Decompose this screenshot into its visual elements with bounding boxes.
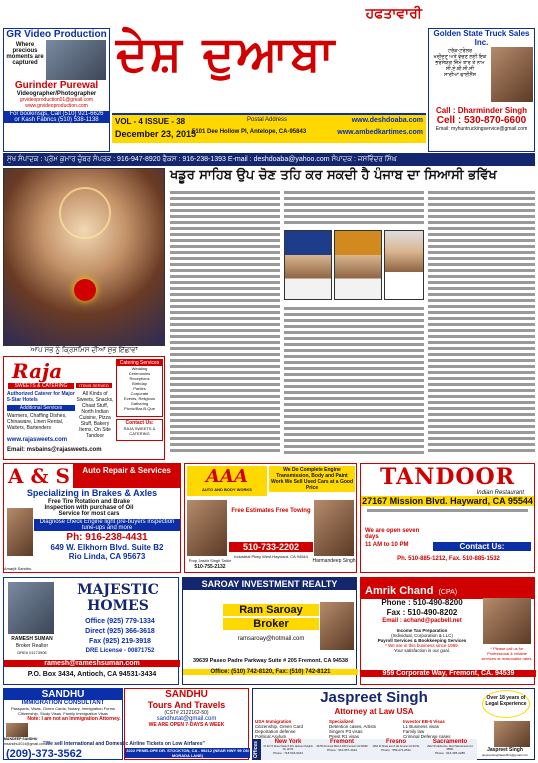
sandhu-tours-ad [124,688,249,760]
majestic-license: DRE License - 00871752 [85,648,155,654]
office-addr: 46750 Fremont Blvd # 206 Fremont CA 94538 [316,745,368,748]
jaspreet-col1: Political Asylum [255,734,287,739]
jaspreet-col2-title: Specialized [329,719,354,724]
aaa-addr: Industrial Pkwy West Hayward, CA 94544 [234,554,308,559]
saroay-address: 39639 Paseo Padre Parkway Suite # 205 Fremont, CA 94538 [192,658,349,664]
saroay-title: SAROAY INVESTMENT REALTY [183,578,356,590]
article-col-1 [170,188,280,460]
raja-catering-item: Wedding [131,366,148,371]
amrik-title: Amrik Chand [365,585,434,597]
sandhu2-cst: (CST# 2122162-50) [164,710,209,716]
jaspreet-sub: Attorney at Law USA [334,707,414,716]
gr-name: Gurinder Purewal [14,80,99,91]
majestic-office: Office (925) 779-1334 [85,618,155,625]
majestic-homes-ad [3,577,179,685]
masthead-weekly: ਹਫਤਾਵਾਰੀ [365,6,422,22]
sandhu1-phone[interactable]: (209)-373-3562 [6,748,82,760]
main-headline: ਖਡੂਰ ਸਾਹਿਬ ਉਪ ਚੋਣ ਤਹਿ ਕਰ ਸਕਦੀ ਹੈ ਪੰਜਾਬ ਦਾ ਸਿਆਸੀ ਭਵਿੱਖ [170,168,497,183]
raja-contact: RAJA SWEETS & CATERING [123,426,156,436]
gr-email: grvideoproduction01@gmail.com [19,97,94,103]
sandhu2-sub: Tours And Travels [147,700,226,710]
article-col-2-top [284,188,424,228]
tandoor-ad [360,463,535,573]
as-offer: Free Tire Rotation and Brake Inspection with purchase of Oil Service for most cars [44,499,134,517]
raja-logo: Raja [12,359,63,383]
amrik-header [361,578,534,599]
gr-tagline: Where precious moments are captured [6,42,44,66]
as-city: Rio Linda, CA 95673 [68,552,146,561]
jaspreet-col3: L1 Business visas [403,724,440,729]
amrik-phone[interactable]: Phone : 510-490-8200 [381,598,463,607]
gst-name: Call : Dharminder Singh [435,106,528,115]
aaa-free: Free Estimates Free Towing [231,508,311,514]
sandhu2-email[interactable]: sandhutat@gmail.com [156,716,217,722]
jaspreet-col1: Deportation defense [255,729,296,734]
jaspreet-email: jaspreetsinghlawoffice@gmail.com [481,753,529,757]
jaspreet-person: Jaspreet Singh [487,747,523,753]
raja-catering-box [116,359,163,417]
saroay-name: Ram Saroay [223,604,319,616]
issue-bar [112,113,426,143]
jaspreet-col2: Detention cases, Artists [329,724,377,729]
raja-catering-item: Receptions [129,376,150,381]
majestic-brand: MAJESTIC HOMES [77,582,159,614]
raja-email[interactable]: Email: msbains@rajasweets.com [7,447,102,453]
sandhu1-address: 3222 PENELOPE DR. STOCKTON, CA - 95212 (NEAR HWY 99 ON MORADA LANE) [126,748,249,758]
harmandeep-photo [314,500,354,556]
tandoor-open: We are open seven days [365,528,420,540]
as-brand: A & S [8,464,70,488]
raja-contact-box [116,419,163,441]
as-diag: Diagnose check Engine light pre-buyers inspection tune-ups and more [34,519,180,531]
sandhu1-note: Note: I am not an Immigration Attorney. [27,716,121,722]
sandhu2-open: WE ARE OPEN 7-DAYS A WEEK [148,722,225,728]
sandhu1-email: msandhu2014@gmail.com [4,742,46,746]
office-addr: 37-18 73 Street Suite # 401 Jackson Heights Ny 11372 [263,745,313,751]
raja-web[interactable]: www.rajasweets.com [7,437,68,443]
raja-catering-item: Parties [133,386,146,391]
gst-cell: Cell : 530-870-6600 [436,115,527,126]
masthead-title: ਦੇਸ਼ ਦੁਆਬਾ [116,26,337,82]
golden-state-truck-ad [428,28,535,152]
raja-catering-item: Birthday [132,381,147,386]
raja-services: Warmers, Chaffing Dishes, Chinaware, Linen Rental, Waiters, Bartenders [7,413,67,431]
gr-web: www.grvideoproduction.com [25,103,88,109]
jaspreet-col3: Investor EB-5 Visas [403,719,445,724]
gst-line: ਸੀ.ਏ.ਬੀ.ਸੀ.ਸੀ [445,66,474,72]
masthead [112,4,426,114]
amrik-address: 959 Corporate Way, Fremont, CA. 94539 [361,670,536,677]
jesus-caption: ਆਪ ਸਭ ਨੂੰ ਕ੍ਰਿਸਮਿਸ ਦੀਆਂ ਸ਼ੁਭ ਇੱਛਾਵਾਂ [30,347,138,354]
as-address: 649 W. Elkhorn Blvd. Suite B2 [50,543,164,552]
saroay-phones: Office: (510) 742-8120, Fax: (510) 742-8121 [183,669,358,675]
halo-icon [59,187,111,239]
raja-catering-item: Picnic/Bar-B-Que [124,406,155,411]
jaspreet-col3: Family law [403,729,425,734]
raja-items-title: ITEMS SERVED [76,383,112,388]
jaspreet-col2: Priest R1 visas [329,734,360,739]
office-city: New York [274,739,302,745]
politician-photo-2 [334,230,382,300]
office-phone: Phone : 916-395-2289 [435,751,465,755]
majestic-person: RAMESH SUMAN [11,636,53,642]
heart-icon [74,279,96,301]
article-col-3 [428,188,535,460]
aaa-auto-ad [184,463,357,573]
office-city: Fresno [385,739,406,745]
jasbir-photo [187,500,227,556]
amrik-line: Payroll Services & Bookkeeping Services [377,638,467,643]
raja-tag: Authorized Caterer for Major 5-Star Hotels [7,391,75,403]
aaa-desc: We Do Complete Engine Transmission, Body and Paint Work We Sell Used Cars at a Good Price [270,467,354,491]
ramesh-photo [8,582,54,634]
tandoor-address: 27167 Mission Blvd. Hayward, CA 95544 [362,496,533,506]
politician-photo-3 [384,230,424,300]
politician-photo-1 [284,230,332,300]
jaspreet-photo [494,721,530,747]
amrik-email[interactable]: Email : achand@pacbell.net [382,618,462,624]
majestic-fax: Fax (925) 219-3918 [89,638,151,645]
as-spec: Specializing in Brakes & Axles [26,488,158,498]
raja-catering-item: Corporate [130,391,149,396]
jesus-image [3,168,165,346]
gst-line: ਟਰੱਕ-ਟਰੇਲਰ [447,48,473,54]
website-1[interactable]: www.deshdoaba.com [351,117,423,124]
aaa-person2: Harmandeep Singh [312,558,356,564]
contact-bar: ਮੁੱਖ ਸੰਪਾਦਕ : ਪ੍ਰੇਮ ਕੁਮਾਰ ਚੁੰਬਰ ਸੰਪਰਕ : 916-947-8920 ਫੈਕਸ : 916-238-1393 E-mail : deshdoaba@yahoo.com ਸੰਪਾਦਕ : ਜਸਵਿੰਦਰ ਸਿੰਘ [3,153,535,166]
aaa-person1: Prop Jasbir Singh Tatlor [188,558,232,563]
postal-label: Postal Address [247,117,288,123]
gr-title: GR Video Production [4,29,109,40]
amrik-photo [483,598,531,644]
office-addr: 2912 W Alpha Ave. West Sacramento CA 95691 [427,745,473,751]
amrik-line: Your satisfaction is our goal. [393,648,451,653]
as-auto-ad [3,463,181,573]
aaa-phone[interactable]: 510-733-2202 [229,542,313,552]
as-phone[interactable]: Ph: 916-238-4431 [66,532,148,543]
gr-video-ad [3,28,110,152]
raja-catering-item: Events, Religious [124,396,155,401]
sandhu1-title: SANDHU [4,689,122,700]
amarjit-photo [7,508,33,556]
office-phone: Phone : 559-271-0511 [381,748,411,752]
vol-issue: VOL - 4 ISSUE - 38 [115,117,186,126]
majestic-role: Broker Realtor [15,643,49,649]
sandhu1-line: Citizenship, Study Visas, Family Immigration Visas [18,711,108,716]
article-col-2-bottom [284,304,424,460]
gr-role: Videographer/Photographer [16,91,97,97]
jaspreet-title: Jaspreet Singh [320,689,428,706]
sandhu1-slogan: "We sell International and Domestic Airline Tickets on Low Airfares" [43,741,205,747]
sandhu1-line: Passports, Visas, Green Cards, Notary, Immigration Forms [10,706,116,711]
sandhu1-person: MANDEEP SANDHU [4,737,38,741]
as-title: Auto Repair & Services [73,464,180,488]
raja-items: All Kinds of Sweets, Snacks, Chaat Stuff, North Indian Cuisine, Pizza Stuff, Bakery Items, On Site Tandoor [76,391,114,439]
aaa-sub: AUTO AND BODY WORKS [202,487,252,492]
saroay-realty-ad [182,577,357,685]
office-city: Sacramento [432,739,468,745]
tandoor-sub: Indian Restaurant [476,490,524,496]
postal-address: 5101 Dee Hollow Pl, Antelope, CA-95843 [192,129,307,135]
amrik-chand-ad [360,577,535,685]
raja-services-title: Additional Services [7,405,75,411]
website-2[interactable]: www.ambedkartimes.com [337,129,423,136]
offices-label: Offices [253,739,261,760]
aaa-brand: AAA [206,466,248,487]
jaspreet-badge: Over 18 years of Legal Experience [482,690,530,718]
raja-sub: SWEETS & CATERING [8,383,74,389]
gst-line: ਖਰੀਦਣ ਅਤੇ ਵੇਚਣ ਲਈ ਇਕ [433,54,487,60]
raja-catering-item: Gathering [130,401,149,406]
gr-contact: For bookinsgs, Call (510) 921-6626 [4,111,109,117]
amrik-cpa: (CPA) [438,589,458,596]
office-city: Fremont [330,739,354,745]
gst-email: Email: myhuntruckingservice@gmail.com [435,126,528,132]
office-phone: Phone : 510-657-4444 [327,748,357,752]
jaspreet-col1: Citizenship, Green Card [255,724,304,729]
offices-strip [253,739,477,760]
raja-catering-title: Catering Services [117,360,162,366]
gst-line: ਭਰੋਸੇਯੋਗ ਜ਼ਿੰਮੇ ਤਾਰ ਤੇ ਨਾਮ [435,60,485,66]
mandeep-photo [6,723,28,737]
majestic-dre: DRE# 01173908 [17,650,47,655]
amrik-line: * We are in this business since 1989. [385,643,459,648]
office-phone: Phone : 718-533-9444 [273,751,303,755]
office-addr: 4991 W Shaw ave # 111 Fresno CA 93711 [372,745,420,748]
raja-catering-item: Ceremonies [128,371,151,376]
as-person: Amarjit Sandhu [4,566,32,571]
amrik-fax: Fax : 510-490-8202 [386,608,458,617]
tandoor-phones[interactable]: Ph. 510-885-1212, Fax. 510-885-1532 [397,556,500,562]
tandoor-brand: TANDOOR [379,464,516,490]
jaspreet-singh-ad [252,688,535,760]
jaspreet-col3: Criminal Defense cases [403,734,451,739]
jaspreet-col1: USA Immigration [255,719,292,724]
tandoor-contact: Contact Us: [433,542,531,551]
sandhu2-title: SANDHU [165,689,208,700]
ram-saroay-photo [320,602,354,650]
sandhu1-sub: IMMIGRATION CONSULTANT [21,700,105,706]
aaa-phone1: 510-755-2132 [194,564,226,570]
saroay-role: Broker [223,618,319,630]
gst-line: ਸਾਰੀਆਂ ਫਾਈਨੈਂਸ [444,72,476,78]
raja-contact-title: Contact Us: [125,420,154,426]
gr-contact2: or Kash Fabrics (510) 538-1138 [4,117,109,123]
majestic-po: P.O. Box 3434, Antioch, CA 94531-3434 [27,671,157,678]
saroay-email[interactable]: ramsaroay@hotmail.com [237,636,305,642]
amrik-line: (Individual, Corporation & LLC) [391,633,453,638]
tandoor-hours: 11 AM to 10 PM [365,542,409,548]
majestic-direct: Direct (925) 366-3618 [85,628,155,635]
gst-title: Golden State Truck Sales Inc. [433,29,530,47]
camera-photo [46,40,106,80]
jaspreet-col2: Singers P3 visas [329,729,363,734]
amrik-line: Income Tax Preparation [396,628,448,633]
amrik-note: * Please call us for Professional & reliable services at reasonable rates. [481,646,533,661]
issue-date: December 23, 2015 [115,129,197,139]
majestic-email[interactable]: ramesh@rameshsuman.com [4,660,180,667]
aaa-logo [187,466,267,496]
raja-sweets-ad [3,356,165,460]
dharminder-photo [491,47,533,102]
